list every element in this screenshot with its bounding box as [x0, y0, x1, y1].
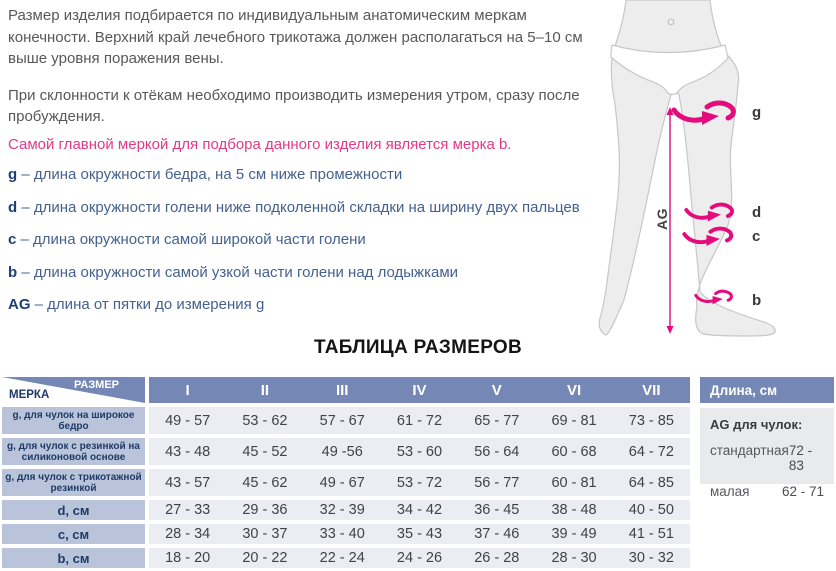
row-label: g, для чулок с трикотажной резинкой [2, 469, 145, 496]
highlight-note: Самой главной меркой для подбора данного изделия является мерка b. [8, 136, 512, 153]
cell: 45 - 62 [242, 474, 288, 491]
cell: 29 - 36 [242, 502, 288, 518]
row-label: g, для чулок на широкое бедро [2, 407, 145, 434]
cell: 49 - 67 [319, 474, 365, 491]
column-header: IV [412, 381, 427, 399]
length-panel-box [700, 408, 834, 499]
leg-measurement-diagram [598, 0, 798, 340]
measurement-definitions [8, 164, 668, 327]
cell: 43 - 48 [165, 443, 211, 460]
cell: 43 - 57 [165, 474, 211, 491]
table-row [2, 524, 690, 544]
row-values [149, 407, 690, 434]
cell: 56 - 77 [474, 474, 520, 491]
definition-d [8, 197, 668, 218]
cell: 30 - 37 [242, 526, 288, 542]
intro-text [8, 5, 608, 143]
column-header: VI [566, 381, 582, 399]
definition-g [8, 164, 668, 185]
table-row [2, 438, 690, 465]
row-values [149, 469, 690, 496]
column-header: II [260, 381, 270, 399]
row-label: g, для чулок с резинкой на силиконовой основе [2, 438, 145, 465]
cell: 40 - 50 [628, 502, 674, 518]
intro-paragraph-2: При склонности к отёкам необходимо производить измерения утром, сразу после пробуждения. [8, 86, 580, 125]
label-d: d [752, 204, 762, 221]
row-label: c, см [2, 524, 145, 544]
definition-text: – длина окружности бедра, на 5 см ниже промежности [21, 166, 403, 183]
cell: 53 - 62 [242, 412, 288, 429]
row-label: d, см [2, 500, 145, 520]
cell: 30 - 32 [628, 550, 674, 566]
cell: 64 - 85 [628, 474, 674, 491]
label-b: b [752, 292, 762, 309]
definition-letter: AG [8, 296, 31, 313]
table-corner [2, 377, 145, 403]
length-option [710, 443, 824, 473]
definition-text: – длина от пятки до измерения g [34, 296, 265, 313]
cell: 34 - 42 [396, 502, 443, 518]
label-g: g [752, 104, 762, 121]
label-ag: AG [654, 208, 670, 230]
cell: 32 - 39 [319, 502, 365, 518]
ag-arrow-down-icon [667, 326, 674, 334]
column-header: VII [642, 381, 661, 399]
row-values [149, 500, 690, 520]
length-option [710, 484, 824, 499]
column-header: I [185, 381, 190, 399]
cell: 49 - 57 [165, 412, 211, 429]
column-header: III [335, 381, 349, 399]
table-row [2, 469, 690, 496]
cell: 73 - 85 [628, 412, 674, 429]
cell: 22 - 24 [319, 550, 365, 566]
cell: 49 -56 [321, 443, 363, 460]
label-c: c [752, 228, 761, 245]
cell: 26 - 28 [474, 550, 520, 566]
intro-paragraph-1: Размер изделия подбирается по индивидуальным анатомическим меркам конечности. Верхний край лечебного трикотажа должен располагаться на 5–10 см выше уровня поражения вены. [8, 7, 583, 67]
cell: 64 - 72 [628, 443, 674, 460]
cell: 45 - 52 [242, 443, 288, 460]
length-option-label: стандартная [710, 443, 789, 458]
length-panel-header: Длина, см [700, 377, 834, 403]
table-row [2, 407, 690, 434]
cell: 36 - 45 [474, 502, 520, 518]
table-row [2, 500, 690, 520]
cell: 60 - 68 [551, 443, 597, 460]
cell: 53 - 72 [396, 474, 443, 491]
cell: 33 - 40 [319, 526, 365, 542]
cell: 28 - 30 [551, 550, 597, 566]
cell: 57 - 67 [319, 412, 365, 429]
row-values [149, 438, 690, 465]
cell: 18 - 20 [165, 550, 211, 566]
length-option-label: малая [710, 484, 750, 499]
cell: 20 - 22 [242, 550, 288, 566]
length-option-value: 62 - 71 [781, 484, 824, 499]
row-label: b, см [2, 548, 145, 568]
size-table [2, 377, 690, 571]
cell: 41 - 51 [628, 526, 674, 542]
cell: 60 - 81 [551, 474, 597, 491]
corner-measure-label: МЕРКА [9, 389, 50, 401]
cell: 69 - 81 [551, 412, 597, 429]
row-values [149, 524, 690, 544]
length-option-value: 72 - 83 [788, 443, 813, 473]
cell: 27 - 33 [165, 502, 211, 518]
length-panel-subheader: AG для чулок: [710, 417, 803, 432]
cell: 61 - 72 [396, 412, 443, 429]
cell: 38 - 48 [551, 502, 597, 518]
table-row [2, 548, 690, 568]
definition-letter: b [8, 263, 18, 281]
cell: 56 - 64 [474, 443, 520, 460]
cell: 35 - 43 [396, 526, 443, 542]
definition-c [8, 229, 668, 250]
row-values [149, 548, 690, 568]
cell: 53 - 60 [396, 443, 443, 460]
column-header: V [491, 381, 502, 399]
cell: 39 - 49 [551, 526, 597, 542]
definition-b [8, 262, 668, 283]
column-headers [149, 377, 690, 403]
size-table-title: ТАБЛИЦА РАЗМЕРОВ [313, 337, 523, 358]
cell: 28 - 34 [165, 526, 211, 542]
cell: 65 - 77 [474, 412, 520, 429]
cell: 37 - 46 [474, 526, 520, 542]
corner-size-label: РАЗМЕР [73, 379, 119, 391]
definition-text: – длина окружности самой широкой части голени [20, 231, 366, 248]
length-panel [700, 377, 834, 499]
size-table-header [2, 377, 690, 403]
definition-text: – длина окружности самой узкой части голени над лодыжками [21, 263, 459, 281]
cell: 24 - 26 [396, 550, 443, 566]
definition-ag [8, 294, 668, 315]
definition-letter: g [8, 166, 18, 183]
definition-text: – длина окружности голени ниже подколенной складки на ширину двух пальцев [21, 198, 580, 216]
definition-letter: c [8, 231, 17, 248]
definition-letter: d [8, 198, 18, 216]
